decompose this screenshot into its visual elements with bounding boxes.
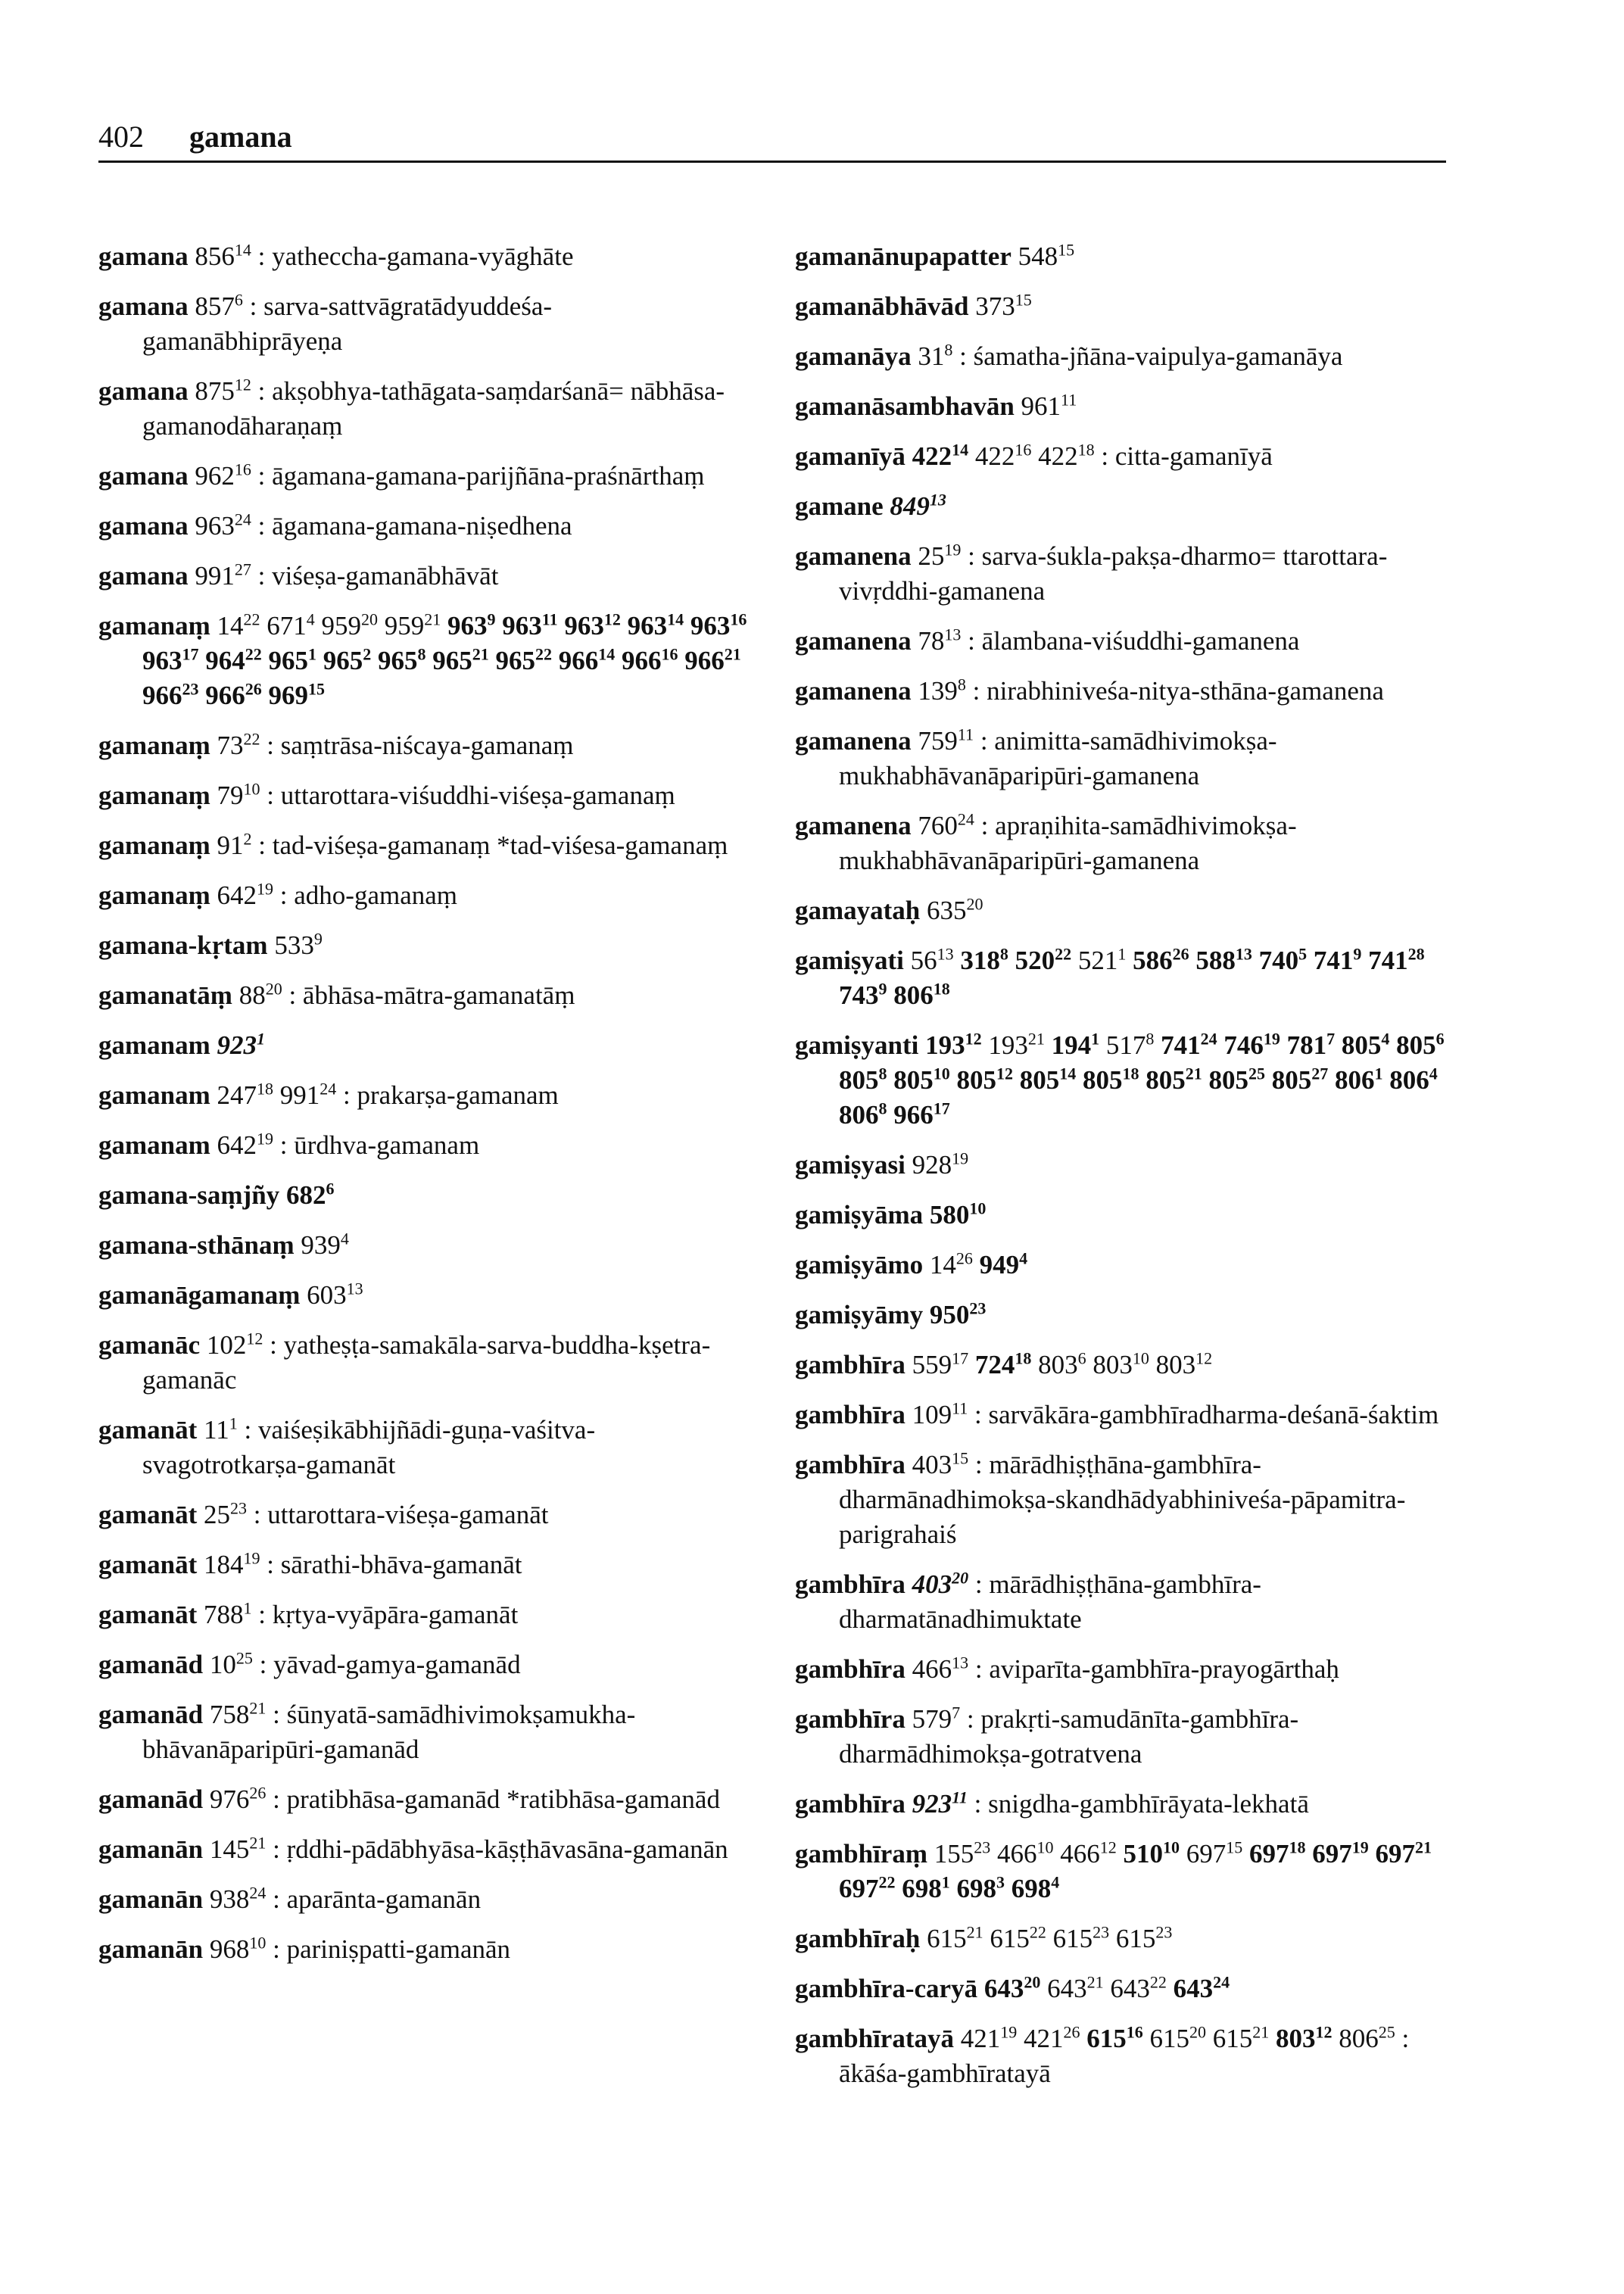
entry-headword: gamana <box>98 561 189 591</box>
index-entry: gamanaṃ $73^{22}$ : saṃtrāsa-niścaya-gamanaṃ <box>98 729 574 760</box>
entry-references: $579^7$ <box>912 1703 961 1734</box>
entry-compound: pariniṣpatti-gamanān <box>286 1934 511 1964</box>
entry-references: $758^{21}$ <box>209 1698 267 1729</box>
index-entry: gamanena $760^{24}$ : apraṇihita-samādhivimokṣa-mukhabhāvanāparipūri-gamanena <box>795 809 1297 875</box>
entry-compound: ākāśa-gambhīratayā <box>839 2059 1051 2088</box>
running-head: gamana <box>189 120 292 154</box>
entry-references: $857^6$ <box>195 290 243 321</box>
index-entry: gamanāt $11^1$ : vaiśeṣikābhijñādi-guṇa-vaśitva-svagotrotkarṣa-gamanāt <box>98 1413 596 1479</box>
entry-compound: āgamana-gamana-niṣedhena <box>272 511 572 541</box>
entry-compound: citta-gamanīyā <box>1114 441 1273 471</box>
index-entry <box>98 1028 750 1063</box>
entry-headword: gamiṣyati <box>795 946 904 975</box>
index-entry <box>795 389 1476 424</box>
entry-references: $25^{19}$ <box>918 540 962 571</box>
entry-compound: ālambana-viśuddhi-gamanena <box>981 626 1300 656</box>
entry-references: $403^{20}$ <box>912 1568 969 1599</box>
entry-compound: sārathi-bhāva-gamanāt <box>280 1550 522 1579</box>
entry-headword: gamana <box>98 242 189 271</box>
entry-headword: gamanān <box>98 1934 204 1964</box>
entry-compound: sarva-sattvāgratādyuddeśa-gamanābhiprāyeṇa <box>142 291 553 356</box>
entry-headword: gamana <box>98 511 189 541</box>
entry-compound: yatheṣṭa-samakāla-sarva-buddha-kṣetra-gamanāc <box>142 1330 711 1395</box>
entry-headword: gamanena <box>795 541 912 571</box>
entry-headword: gamanād <box>98 1650 204 1679</box>
entry-references: $184^{19}$ <box>204 1548 260 1579</box>
index-entry <box>795 1028 1476 1133</box>
entry-headword: gamana <box>98 376 189 406</box>
index-entry: gamanāt $788^1$ : kṛtya-vyāpāra-gamanāt <box>98 1598 519 1629</box>
entry-compound: āgamana-gamana-parijñāna-praśnārthaṃ <box>272 461 705 491</box>
index-entry: gamana $857^6$ : sarva-sattvāgratādyuddeśa-gamanābhiprāyeṇa <box>98 290 553 356</box>
entry-headword: gamanena <box>795 811 912 840</box>
entry-references: $950^{23}$ <box>929 1298 987 1329</box>
index-entry: gambhīra $579^7$ : prakṛti-samudānīta-gambhīra-dharmādhimokṣa-gotratvena <box>795 1703 1299 1769</box>
index-entry: gambhīra $923^{11}$ : snigdha-gambhīrāyata-lekhatā <box>795 1788 1309 1819</box>
entry-headword: gambhīra <box>795 1350 906 1379</box>
entry-compound: uttarottara-viśuddhi-viśeṣa-gamanaṃ <box>280 781 675 810</box>
entry-compound: viśeṣa-gamanābhāvāt <box>272 561 499 591</box>
entry-headword: gambhīraḥ <box>795 1924 921 1953</box>
entry-headword: gamanād <box>98 1784 204 1814</box>
entry-references: $635^{20}$ <box>927 894 983 925</box>
index-entry: gamanam $642^{19}$ : ūrdhva-gamanam <box>98 1129 480 1160</box>
entry-references: $603^{13}$ <box>307 1279 363 1310</box>
entry-headword: gamanānupapatter <box>795 242 1011 271</box>
index-entry: gamana $962^{16}$ : āgamana-gamana-parijñāna-praśnārthaṃ <box>98 460 705 491</box>
entry-compound: aviparīta-gambhīra-prayogārthaḥ <box>989 1654 1339 1684</box>
entry-headword: gambhīra <box>795 1450 906 1479</box>
entry-references: $875^{12}$ <box>195 375 251 406</box>
index-entry: gamanaṃ $79^{10}$ : uttarottara-viśuddhi-viśeṣa-gamanaṃ <box>98 779 675 810</box>
entry-references: $373^{15}$ <box>975 290 1032 321</box>
entry-references: $928^{19}$ <box>912 1149 969 1180</box>
index-entry: gamanāt $184^{19}$ : sārathi-bhāva-gamanāt <box>98 1548 522 1579</box>
entry-compound: tad-viśeṣa-gamanaṃ *tad-viśesa-gamanaṃ <box>272 831 728 860</box>
index-entry <box>795 1837 1476 1906</box>
entry-references: $856^{14}$ <box>195 240 251 271</box>
entry-references: $78^{13}$ <box>918 625 962 656</box>
index-entry: gamanād $976^{26}$ : pratibhāsa-gamanād *ratibhāsa-gamanād <box>98 1783 720 1814</box>
entry-compound: saṃtrāsa-niścaya-gamanaṃ <box>280 731 574 760</box>
entry-headword: gamanābhāvād <box>795 291 969 321</box>
entry-references: $91^2$ <box>217 829 252 860</box>
entry-compound: snigdha-gambhīrāyata-lekhatā <box>988 1789 1309 1819</box>
entry-headword: gamiṣyāmy <box>795 1300 924 1329</box>
entry-references: $88^{20}$ <box>238 979 282 1010</box>
index-entry: gambhīra $403^{20}$ : mārādhiṣṭhāna-gambhīra-dharmatānadhimuktate <box>795 1568 1261 1634</box>
entry-references: $643^{20}$ $643^{21}$ $643^{22}$ $643^{24}$ <box>983 1972 1230 2003</box>
entry-headword: gambhīra <box>795 1789 906 1819</box>
entry-headword: gamana-saṃjñy <box>98 1180 280 1210</box>
entry-headword: gambhīra-caryā <box>795 1974 978 2003</box>
entry-references: $759^{11}$ <box>918 725 974 756</box>
index-entry: gamanena $759^{11}$ : animitta-samādhivimokṣa-mukhabhāvanāparipūri-gamanena <box>795 725 1277 790</box>
entry-headword: gamayataḥ <box>795 896 921 925</box>
entry-headword: gamanāt <box>98 1550 198 1579</box>
entry-references: $14^{26}$ $949^4$ <box>929 1248 1028 1279</box>
index-entry: gamana $963^{24}$ : āgamana-gamana-niṣedhena <box>98 510 572 541</box>
entry-headword: gamanāc <box>98 1330 201 1360</box>
entry-headword: gamanīyā <box>795 441 906 471</box>
index-entry: gambhīra $109^{11}$ : sarvākāra-gambhīradharma-deśanā-śaktim <box>795 1398 1439 1429</box>
entry-references: $923^1$ <box>217 1029 266 1060</box>
entry-references: $155^{23}$ $466^{10}$ $466^{12}$ $510^{10}$ $697^{15}$ $697^{18}$ $697^{19}$ $697^{21}$ $697^{22}$ $698^1$ $698^3$ $698^4$ <box>839 1837 1432 1903</box>
index-column-left <box>98 239 750 1982</box>
entry-headword: gamanāgamanaṃ <box>98 1280 301 1310</box>
entry-compound: animitta-samādhivimokṣa-mukhabhāvanāparipūri-gamanena <box>839 726 1277 790</box>
index-entry: gamanāya $31^8$ : śamatha-jñāna-vaipulya-gamanāya <box>795 340 1343 371</box>
entry-references: $615^{21}$ $615^{22}$ $615^{23}$ $615^{23}$ <box>927 1922 1173 1953</box>
entry-compound: ūrdhva-gamanam <box>294 1130 480 1160</box>
entry-references: $14^{22}$ $671^4$ $959^{20}$ $959^{21}$ $963^9$ $963^{11}$ $963^{12}$ $963^{14}$ $963^{16}$ $963^{17}$ $964^{22}$ $965^1$ $965^2$ $965^8$ $965^{21}$ $965^{22}$ $966^{14}$ $966^{16}$ $966^{21}$ $966^{23}$ $966^{26}$ $969^{15}$ <box>142 609 747 710</box>
entry-compound: sarvākāra-gambhīradharma-deśanā-śaktim <box>988 1400 1439 1429</box>
entry-compound: yāvad-gamya-gamanād <box>273 1650 521 1679</box>
index-entry <box>98 928 750 963</box>
entry-compound: prakarṣa-gamanam <box>357 1080 559 1110</box>
entry-headword: gamana-sthānaṃ <box>98 1230 295 1260</box>
index-entry <box>795 289 1476 324</box>
entry-references: $533^9$ <box>274 929 323 960</box>
entry-references: $73^{22}$ <box>217 729 260 760</box>
entry-headword: gambhīra <box>795 1654 906 1684</box>
index-entry: gamana $856^{14}$ : yatheccha-gamana-vyāghāte <box>98 240 574 271</box>
index-entry <box>98 1178 750 1213</box>
entry-compound: yatheccha-gamana-vyāghāte <box>272 242 574 271</box>
index-column-right <box>795 239 1476 2106</box>
index-entry <box>795 1971 1476 2006</box>
entry-headword: gamana <box>98 291 189 321</box>
index-entry: gamanād $10^{25}$ : yāvad-gamya-gamanād <box>98 1648 521 1679</box>
entry-references: $56^{13}$ $318^8$ $520^{22}$ $521^1$ $586^{26}$ $588^{13}$ $740^5$ $741^9$ $741^{28}$ $743^9$ $806^{18}$ <box>839 944 1425 1010</box>
entry-compound: pratibhāsa-gamanād *ratibhāsa-gamanād <box>286 1784 720 1814</box>
index-entry: gamanaṃ $642^{19}$ : adho-gamanaṃ <box>98 879 458 910</box>
entry-compound: ābhāsa-mātra-gamanatāṃ <box>302 980 575 1010</box>
index-entry <box>795 1922 1476 1956</box>
entry-references: $31^8$ <box>918 340 953 371</box>
index-entry: gamana $991^{27}$ : viśeṣa-gamanābhāvāt <box>98 559 499 591</box>
entry-compound: nirabhiniveśa-nitya-sthāna-gamanena <box>987 676 1384 706</box>
entry-references: $193^{12}$ $193^{21}$ $194^1$ $517^8$ $741^{24}$ $746^{19}$ $781^7$ $805^4$ $805^6$ $805^8$ $805^{10}$ $805^{12}$ $805^{14}$ $805^{18}$ $805^{21}$ $805^{25}$ $805^{27}$ $806^1$ $806^4$ $806^8$ $966^{17}$ <box>839 1029 1445 1130</box>
entry-headword: gamanam <box>98 1030 210 1060</box>
entry-references: $466^{13}$ <box>912 1653 969 1684</box>
entry-compound: uttarottara-viśeṣa-gamanāt <box>267 1500 549 1529</box>
entry-headword: gamanāt <box>98 1415 198 1445</box>
entry-references: $991^{27}$ <box>195 559 251 591</box>
entry-references: $102^{12}$ <box>206 1329 263 1360</box>
entry-compound: akṣobhya-tathāgata-saṃdarśanā= nābhāsa-gamanodāharaṇaṃ <box>142 376 725 441</box>
entry-references: $963^{24}$ <box>195 510 251 541</box>
entry-headword: gamanena <box>795 626 912 656</box>
index-entry <box>795 893 1476 928</box>
entry-headword: gamiṣyasi <box>795 1150 906 1180</box>
entry-references: $559^{17}$ $724^{18}$ $803^6$ $803^{10}$ $803^{12}$ <box>912 1348 1213 1379</box>
entry-references: $10^{25}$ <box>209 1648 253 1679</box>
entry-compound: prakṛti-samudānīta-gambhīra-dharmādhimokṣa-gotratvena <box>839 1704 1299 1769</box>
entry-headword: gamanāsambhavān <box>795 391 1015 421</box>
entry-references: $939^4$ <box>301 1229 349 1260</box>
index-entry: gamanaṃ $91^2$ : tad-viśeṣa-gamanaṃ *tad-viśesa-gamanaṃ <box>98 829 728 860</box>
index-entry: gamanena $139^8$ : nirabhiniveśa-nitya-sthāna-gamanena <box>795 675 1384 706</box>
index-entry: gamanena $78^{13}$ : ālambana-viśuddhi-gamanena <box>795 625 1300 656</box>
index-entry: gamana $875^{12}$ : akṣobhya-tathāgata-saṃdarśanā= nābhāsa-gamanodāharaṇaṃ <box>98 375 725 441</box>
entry-headword: gambhīra <box>795 1400 906 1429</box>
entry-headword: gamanāt <box>98 1500 198 1529</box>
entry-headword: gambhīra <box>795 1569 906 1599</box>
page-header <box>98 112 1446 163</box>
entry-references: $642^{19}$ <box>217 1129 274 1160</box>
entry-compound: aparānta-gamanān <box>286 1884 482 1914</box>
index-entry <box>98 1278 750 1313</box>
entry-references: $79^{10}$ <box>217 779 260 810</box>
entry-headword: gamiṣyanti <box>795 1030 919 1060</box>
entry-headword: gamanān <box>98 1834 204 1864</box>
entry-references: $548^{15}$ <box>1018 240 1075 271</box>
entry-references: $247^{18}$ $991^{24}$ <box>217 1079 337 1110</box>
entry-compound: vaiśeṣikābhijñādi-guṇa-vaśitva-svagotrotkarṣa-gamanāt <box>142 1415 596 1479</box>
index-entry <box>795 489 1476 524</box>
index-entry: gamanatāṃ $88^{20}$ : ābhāsa-mātra-gamanatāṃ <box>98 979 575 1010</box>
index-entry: gambhīra $403^{15}$ : mārādhiṣṭhāna-gambhīra-dharmānadhimokṣa-skandhādyabhiniveśa-pāpamitra-parigrahaiś <box>795 1448 1406 1549</box>
page-number: 402 <box>98 120 144 154</box>
index-entry <box>795 1298 1476 1332</box>
entry-references: $25^{23}$ <box>204 1498 248 1529</box>
entry-compound: mārādhiṣṭhāna-gambhīra-dharmānadhimokṣa-skandhādyabhiniveśa-pāpamitra-parigrahaiś <box>839 1450 1406 1549</box>
entry-references: $938^{24}$ <box>209 1883 267 1914</box>
entry-headword: gamanāya <box>795 341 912 371</box>
index-entry: gambhīratayā $421^{19}$ $421^{26}$ $615^{16}$ $615^{20}$ $615^{21}$ $803^{12}$ $806^{25}$ : ākāśa-gambhīratayā <box>795 2022 1410 2088</box>
entry-headword: gamanam <box>98 1080 210 1110</box>
entry-references: $849^{13}$ <box>890 490 946 521</box>
entry-headword: gamana-kṛtam <box>98 930 268 960</box>
index-entry <box>795 943 1476 1013</box>
entry-references: $760^{24}$ <box>918 809 974 840</box>
entry-compound: apraṇihita-samādhivimokṣa-mukhabhāvanāparipūri-gamanena <box>839 811 1297 875</box>
entry-headword: gamanena <box>795 726 912 756</box>
entry-references: $682^6$ <box>285 1179 335 1210</box>
index-entry <box>795 1248 1476 1283</box>
entry-references: $642^{19}$ <box>217 879 274 910</box>
entry-references: $145^{21}$ <box>209 1833 267 1864</box>
entry-references: $923^{11}$ <box>912 1788 968 1819</box>
index-entry: gamanam $247^{18}$ $991^{24}$ : prakarṣa-gamanam <box>98 1079 559 1110</box>
entry-headword: gambhīratayā <box>795 2024 954 2053</box>
entry-references: $968^{10}$ <box>209 1933 267 1964</box>
entry-headword: gamanaṃ <box>98 611 210 641</box>
index-entry: gamanān $968^{10}$ : pariniṣpatti-gamanān <box>98 1933 511 1964</box>
index-entry <box>795 1348 1476 1382</box>
entry-headword: gamanam <box>98 1130 210 1160</box>
entry-references: $139^8$ <box>918 675 966 706</box>
entry-headword: gamanatāṃ <box>98 980 232 1010</box>
entry-compound: śūnyatā-samādhivimokṣamukha-bhāvanāparipūri-gamanād <box>142 1700 636 1764</box>
entry-references: $962^{16}$ <box>195 460 251 491</box>
index-entry <box>98 1228 750 1263</box>
entry-headword: gamanaṃ <box>98 781 210 810</box>
entry-headword: gamiṣyāmo <box>795 1250 924 1279</box>
index-entry <box>98 609 750 713</box>
entry-headword: gamanād <box>98 1700 204 1729</box>
entry-headword: gamanaṃ <box>98 731 210 760</box>
entry-references: $580^{10}$ <box>929 1198 987 1230</box>
entry-references: $403^{15}$ <box>912 1448 969 1479</box>
index-entry: gamanād $758^{21}$ : śūnyatā-samādhivimokṣamukha-bhāvanāparipūri-gamanād <box>98 1698 636 1764</box>
index-entry: gamanena $25^{19}$ : sarva-śukla-pakṣa-dharmo= ttarottara-vivṛddhi-gamanena <box>795 540 1388 606</box>
index-entry <box>795 1198 1476 1233</box>
index-entry: gamanān $938^{24}$ : aparānta-gamanān <box>98 1883 482 1914</box>
entry-headword: gamanāt <box>98 1600 198 1629</box>
entry-compound: śamatha-jñāna-vaipulya-gamanāya <box>973 341 1343 371</box>
entry-headword: gamanena <box>795 676 912 706</box>
entry-headword: gambhīraṃ <box>795 1839 927 1869</box>
entry-compound: kṛtya-vyāpāra-gamanāt <box>272 1600 519 1629</box>
entry-references: $788^1$ <box>204 1598 252 1629</box>
index-entry <box>795 1148 1476 1183</box>
entry-compound: adho-gamanaṃ <box>294 881 458 910</box>
entry-compound: ṛddhi-pādābhyāsa-kāṣṭhāvasāna-gamanān <box>286 1834 728 1864</box>
index-entry: gamanāc $102^{12}$ : yatheṣṭa-samakāla-sarva-buddha-kṣetra-gamanāc <box>98 1329 711 1395</box>
entry-references: $421^{19}$ $421^{26}$ $615^{16}$ $615^{20}$ $615^{21}$ $803^{12}$ $806^{25}$ <box>960 2022 1395 2053</box>
entry-headword: gamane <box>795 491 884 521</box>
index-entry: gambhīra $466^{13}$ : aviparīta-gambhīra-prayogārthaḥ <box>795 1653 1339 1684</box>
entry-compound: mārādhiṣṭhāna-gambhīra-dharmatānadhimuktate <box>839 1569 1261 1634</box>
entry-headword: gamanān <box>98 1884 204 1914</box>
index-entry <box>795 239 1476 274</box>
entry-references: $109^{11}$ <box>912 1398 968 1429</box>
entry-headword: gamanaṃ <box>98 831 210 860</box>
entry-references: $961^{11}$ <box>1021 390 1077 421</box>
entry-references: $422^{14}$ $422^{16}$ $422^{18}$ <box>912 440 1095 471</box>
entry-headword: gamiṣyāma <box>795 1200 924 1230</box>
entry-references: $11^1$ <box>204 1413 238 1445</box>
entry-headword: gambhīra <box>795 1704 906 1734</box>
index-entry: gamanāt $25^{23}$ : uttarottara-viśeṣa-gamanāt <box>98 1498 549 1529</box>
index-entry: gamanān $145^{21}$ : ṛddhi-pādābhyāsa-kāṣṭhāvasāna-gamanān <box>98 1833 728 1864</box>
entry-headword: gamana <box>98 461 189 491</box>
entry-headword: gamanaṃ <box>98 881 210 910</box>
entry-compound: sarva-śukla-pakṣa-dharmo= ttarottara-vivṛddhi-gamanena <box>839 541 1388 606</box>
entry-references: $976^{26}$ <box>209 1783 267 1814</box>
index-entry: gamanīyā $422^{14}$ $422^{16}$ $422^{18}$ : citta-gamanīyā <box>795 440 1273 471</box>
